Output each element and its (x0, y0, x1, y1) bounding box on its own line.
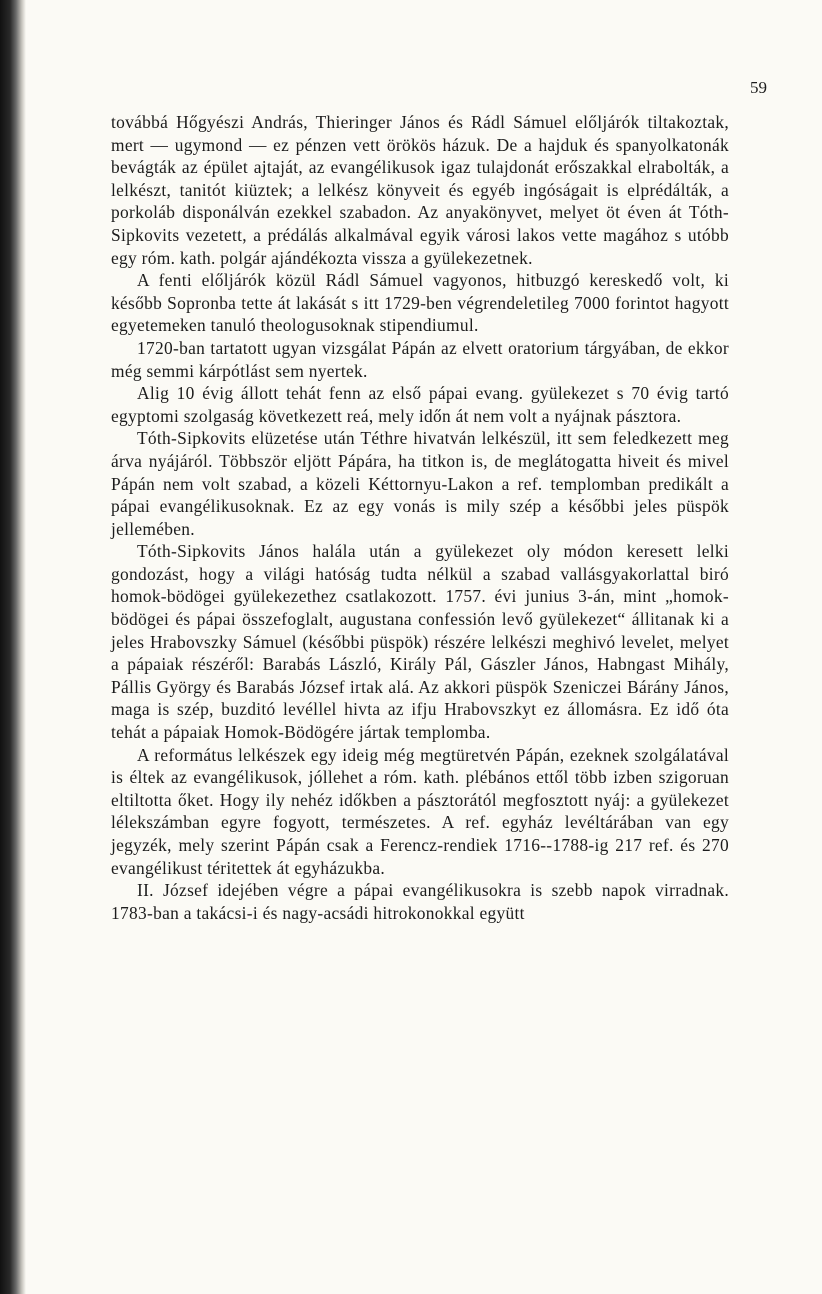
paragraph-2: A fenti előljárók közül Rádl Sámuel vagyonos, hitbuzgó kereskedő volt, ki később Sopronba tette át lakását s itt 1729-ben végrendeletileg 7000 forintot hagyott egyetemeken tanuló theologusoknak stipendiumul. (111, 270, 729, 336)
paragraph-1: továbbá Hőgyészi András, Thieringer János és Rádl Sámuel előljárók tiltakoztak, mert — ugymond — ez pénzen vett örökös házuk. De a hajduk és spanyolkatonák bevágták az épület ajtaját, az evangélikusok igaz tulajdonát erőszakkal elrabolták, a lelkészt, tanitót kiüztek; a lelkész könyveit és egyéb ingóságait is elprédálták, a porkoláb disponálván ezekkel szabadon. Az anyakönyvet, melyet öt éven át Tóth-Sipkovits vezetett, a prédálás alkalmával egyik városi lakos vette magához s utóbb egy róm. kath. polgár ajándékozta vissza a gyülekezetnek. (111, 112, 729, 268)
paragraph-3: 1720-ban tartatott ugyan vizsgálat Pápán az elvett oratorium tárgyában, de ekkor még semmi kárpótlást sem nyertek. (111, 337, 729, 381)
book-binding-shadow (0, 0, 26, 1294)
paragraph-5: Tóth-Sipkovits elüzetése után Téthre hivatván lelkészül, itt sem feledkezett meg árva nyájáról. Többször eljött Pápára, ha titkon is, de meglátogatta hiveit és mivel Pápán nem volt szabad, a közeli Kéttornyu-Lakon a ref. templomban predikált a pápai evangélikusoknak. Ez az egy vonás is mily szép a későbbi jeles püspök jellemében. (111, 428, 729, 539)
paragraph-8: II. József idejében végre a pápai evangélikusokra is szebb napok virradnak. 1783-ban a takácsi-i és nagy-acsádi hitrokonokkal együtt (111, 880, 729, 923)
paragraph-4: Alig 10 évig állott tehát fenn az első pápai evang. gyülekezet s 70 évig tartó egyptomi szolgaság következett reá, mely időn át nem volt a nyájnak pásztora. (111, 383, 729, 426)
paragraph-6: Tóth-Sipkovits János halála után a gyülekezet oly módon keresett lelki gondozást, hogy a világi hatóság tudta nélkül a szabad vallásgyakorlattal biró homok-bödögei gyülekezethez csatlakozott. 1757. évi junius 3-án, mint „homok-bödögei és pápai összefoglalt, augustana confessión levő gyülekezet“ állitanak ki a jeles Hrabovszky Sámuel (későbbi püspök) részére lelkészi meghivó levelet, melyet a pápaiak részéről: Barabás László, Király Pál, Gászler János, Habngast Mihály, Pállis György és Barabás József irtak alá. Az akkori püspök Szeniczei Bárány János, maga is szép, buzditó levéllel hivta az ifju Hrabovszkyt ez állomásra. Ez idő óta tehát a pápaiak Homok-Bödögére jártak templomba. (111, 541, 729, 743)
page-number: 59 (750, 78, 767, 97)
page-body-text (111, 111, 729, 924)
paragraph-7: A református lelkészek egy ideig még megtüretvén Pápán, ezeknek szolgálatával is éltek az evangélikusok, jóllehet a róm. kath. plébános ettől több izben szigoruan eltiltotta őket. Hogy ily nehéz időkben a pásztorától megfosztott nyáj: a gyülekezet lélekszámban egyre fogyott, természetes. A ref. egyház levéltárában van egy jegyzék, mely szerint Pápán csak a Ferencz-rendiek 1716--1788-ig 217 ref. és 270 evangélikust téritettek át egyházukba. (111, 744, 729, 878)
